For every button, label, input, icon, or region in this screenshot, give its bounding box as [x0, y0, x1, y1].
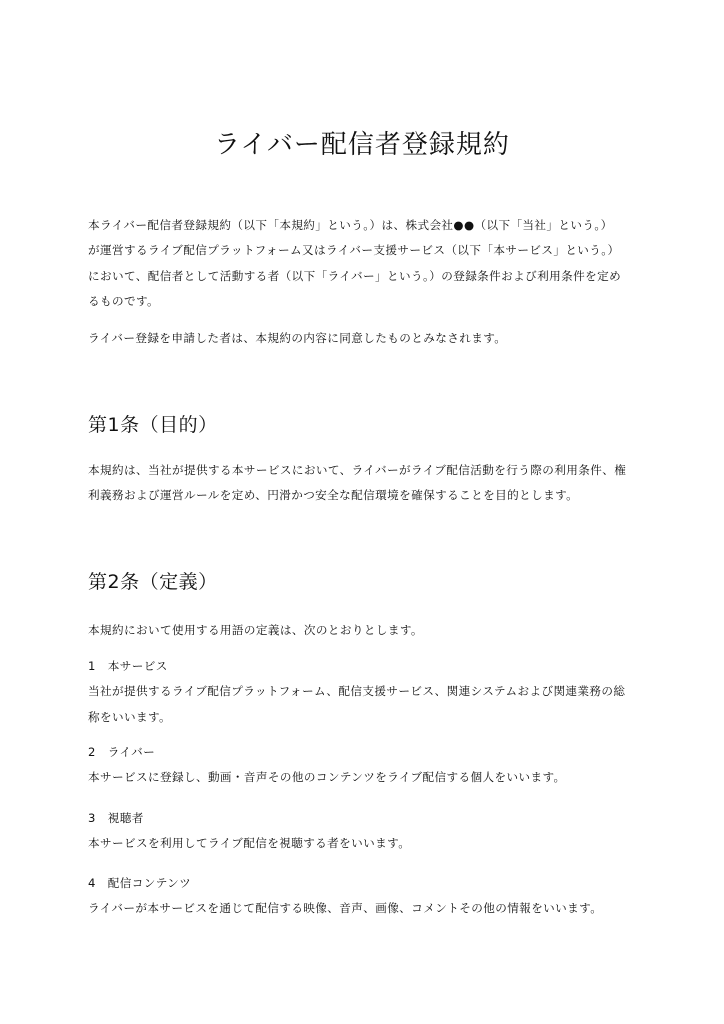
article-1-body: [88, 458, 648, 509]
definition-text: ライバーが本サービスを通じて配信する映像、音声、画像、コメントその他の情報をいいます。: [88, 901, 603, 916]
definition-term: 2 ライバー: [88, 745, 156, 759]
intro-line: において、配信者として活動する者（以下「ライバー」という。）の登録条件および利用条件を定め: [88, 268, 622, 283]
article-2-heading: 第2条（定義）: [88, 571, 218, 593]
article-2-lead: 本規約において使用する用語の定義は、次のとおりとします。: [88, 623, 423, 637]
consent-paragraph: ライバー登録を申請した者は、本規約の内容に同意したものとみなされます。: [88, 331, 507, 345]
intro-line: るものです。: [88, 294, 160, 309]
intro-paragraph: [88, 213, 648, 315]
definition-1: [88, 654, 648, 730]
definition-text: 当社が提供するライブ配信プラットフォーム、配信支援サービス、関連システムおよび関連業務の総: [88, 684, 626, 699]
article-1-line: 本規約は、当社が提供する本サービスにおいて、ライバーがライブ配信活動を行う際の利用条件、権: [88, 463, 627, 477]
definition-4: [88, 871, 648, 922]
definition-text: 本サービスに登録し、動画・音声その他のコンテンツをライブ配信する個人をいいます。: [88, 770, 566, 785]
definition-text: 本サービスを利用してライブ配信を視聴する者をいいます。: [88, 836, 411, 851]
article-1-line: 利義務および運営ルールを定め、円滑かつ安全な配信環境を確保することを目的とします。: [88, 488, 579, 503]
intro-line: が運営するライブ配信プラットフォーム又はライバー支援サービス（以下「本サービス」という。）: [88, 243, 620, 258]
definition-text: 称をいいます。: [88, 709, 172, 724]
definition-3: [88, 806, 648, 857]
article-1-heading: 第1条（目的）: [88, 414, 218, 436]
definition-term: 4 配信コンテンツ: [88, 876, 192, 890]
definition-2: [88, 740, 648, 791]
document-title: ライバー配信者登録規約: [214, 130, 510, 160]
definition-term: 3 視聴者: [88, 811, 144, 825]
definition-term: 1 本サービス: [88, 659, 168, 673]
intro-line: 本ライバー配信者登録規約（以下「本規約」という。）は、株式会社●●（以下「当社」という。）: [88, 218, 613, 232]
